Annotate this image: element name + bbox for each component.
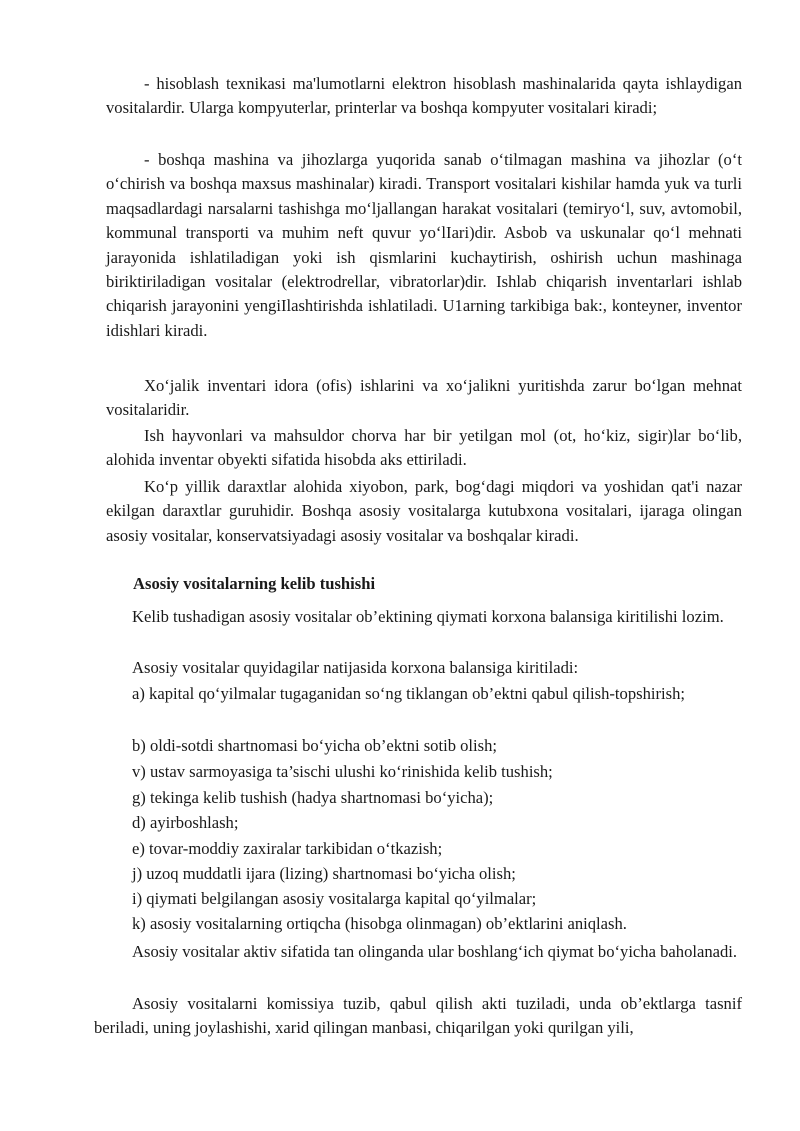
paragraph-other-machines: - boshqa mashina va jihozlarga yuqorida sanab o‘tilmagan mashina va jihozlar (o‘t o‘chirish va boshqa maxsus mashinalar) kiradi. Transport vositalari kishilar hamda yuk va turli maqsadlardagi narsalarni tashishga mo‘ljallangan harakat vositalari (temiryo‘l, suv, avtomobil, kommunal transporti va muhim neft quvur yo‘lIari)dir. Asbob va uskunalar qo‘l mehnati jarayonida ishlatiladigan yoki ish qismlarini kuchaytirish, oshirish uchun mashinaga biriktiriladigan vositalar (elektrodrellar, vibratorlar)dir. Ishlab chiqarish inventarlari ishlab chiqarish jarayonini yengiIlashtirishda ishlatiladi. U1arning tarkibiga bak:, konteyner, inventor idishlari kiradi.: [106, 150, 742, 340]
list-item-a: a) kapital qo‘yilmalar tugaganidan so‘ng tiklangan ob’ektni qabul qilish-topshirish;: [132, 684, 686, 703]
list-item: d) ayirboshlash;: [132, 813, 239, 832]
section-heading: Asosiy vositalarning kelib tushishi: [133, 574, 376, 593]
paragraph-computing-equipment: - hisoblash texnikasi ma'lumotlarni elektron hisoblash mashinalarida qayta ishlaydigan vositalardir. Ularga kompyuterlar, printerlar va boshqa kompyuter vositalari kiradi;: [106, 74, 742, 118]
paragraph-household-inventory: Xo‘jalik inventari idora (ofis) ishlarini va xo‘jalikni yuritishda zarur bo‘lgan mehnat vositalaridir.: [106, 376, 742, 420]
paragraph-receipt-value: Kelib tushadigan asosiy vositalar ob’ektining qiymati korxona balansiga kiritilishi lozim.: [132, 607, 724, 626]
list-item: i) qiymati belgilangan asosiy vositalarga kapital qo‘yilmalar;: [132, 889, 537, 908]
list-item: b) oldi-sotdi shartnomasi bo‘yicha ob’ektni sotib olish;: [132, 736, 498, 755]
paragraph-work-animals: Ish hayvonlari va mahsuldor chorva har bir yetilgan mol (ot, ho‘kiz, sigir)lar bo‘lib, alohida inventar obyekti sifatida hisobda aks ettiriladi.: [106, 426, 742, 470]
list-item: v) ustav sarmoyasiga ta’sischi ulushi ko‘rinishida kelib tushish;: [132, 762, 553, 781]
list-item: e) tovar-moddiy zaxiralar tarkibidan o‘tkazish;: [132, 839, 443, 858]
paragraph-initial-valuation: Asosiy vositalar aktiv sifatida tan olinganda ular boshlang‘ich qiymat bo‘yicha baholanadi.: [132, 942, 738, 961]
list-item: k) asosiy vositalarning ortiqcha (hisobga olinmagan) ob’ektlarini aniqlash.: [132, 914, 627, 933]
list-item: j) uzoq muddatli ijara (lizing) shartnomasi bo‘yicha olish;: [132, 864, 516, 883]
paragraph-commission-act: Asosiy vositalarni komissiya tuzib, qabul qilish akti tuziladi, unda ob’ektlarga tasnif beriladi, uning joylashishi, xarid qilingan manbasi, chiqarilgan yoki qurilgan yili,: [94, 994, 742, 1038]
paragraph-receipt-intro: Asosiy vositalar quyidagilar natijasida korxona balansiga kiritiladi:: [132, 658, 579, 677]
list-item: g) tekinga kelib tushish (hadya shartnomasi bo‘yicha);: [132, 788, 494, 807]
paragraph-perennial-trees: Ko‘p yillik daraxtlar alohida xiyobon, park, bog‘dagi miqdori va yoshidan qat'i nazar ekilgan daraxtlar guruhidir. Boshqa asosiy vositalarga kutubxona vositalari, ijaraga olingan asosiy vositalar, konservatsiyadagi asosiy vositalar va boshqalar kiradi.: [106, 477, 742, 545]
